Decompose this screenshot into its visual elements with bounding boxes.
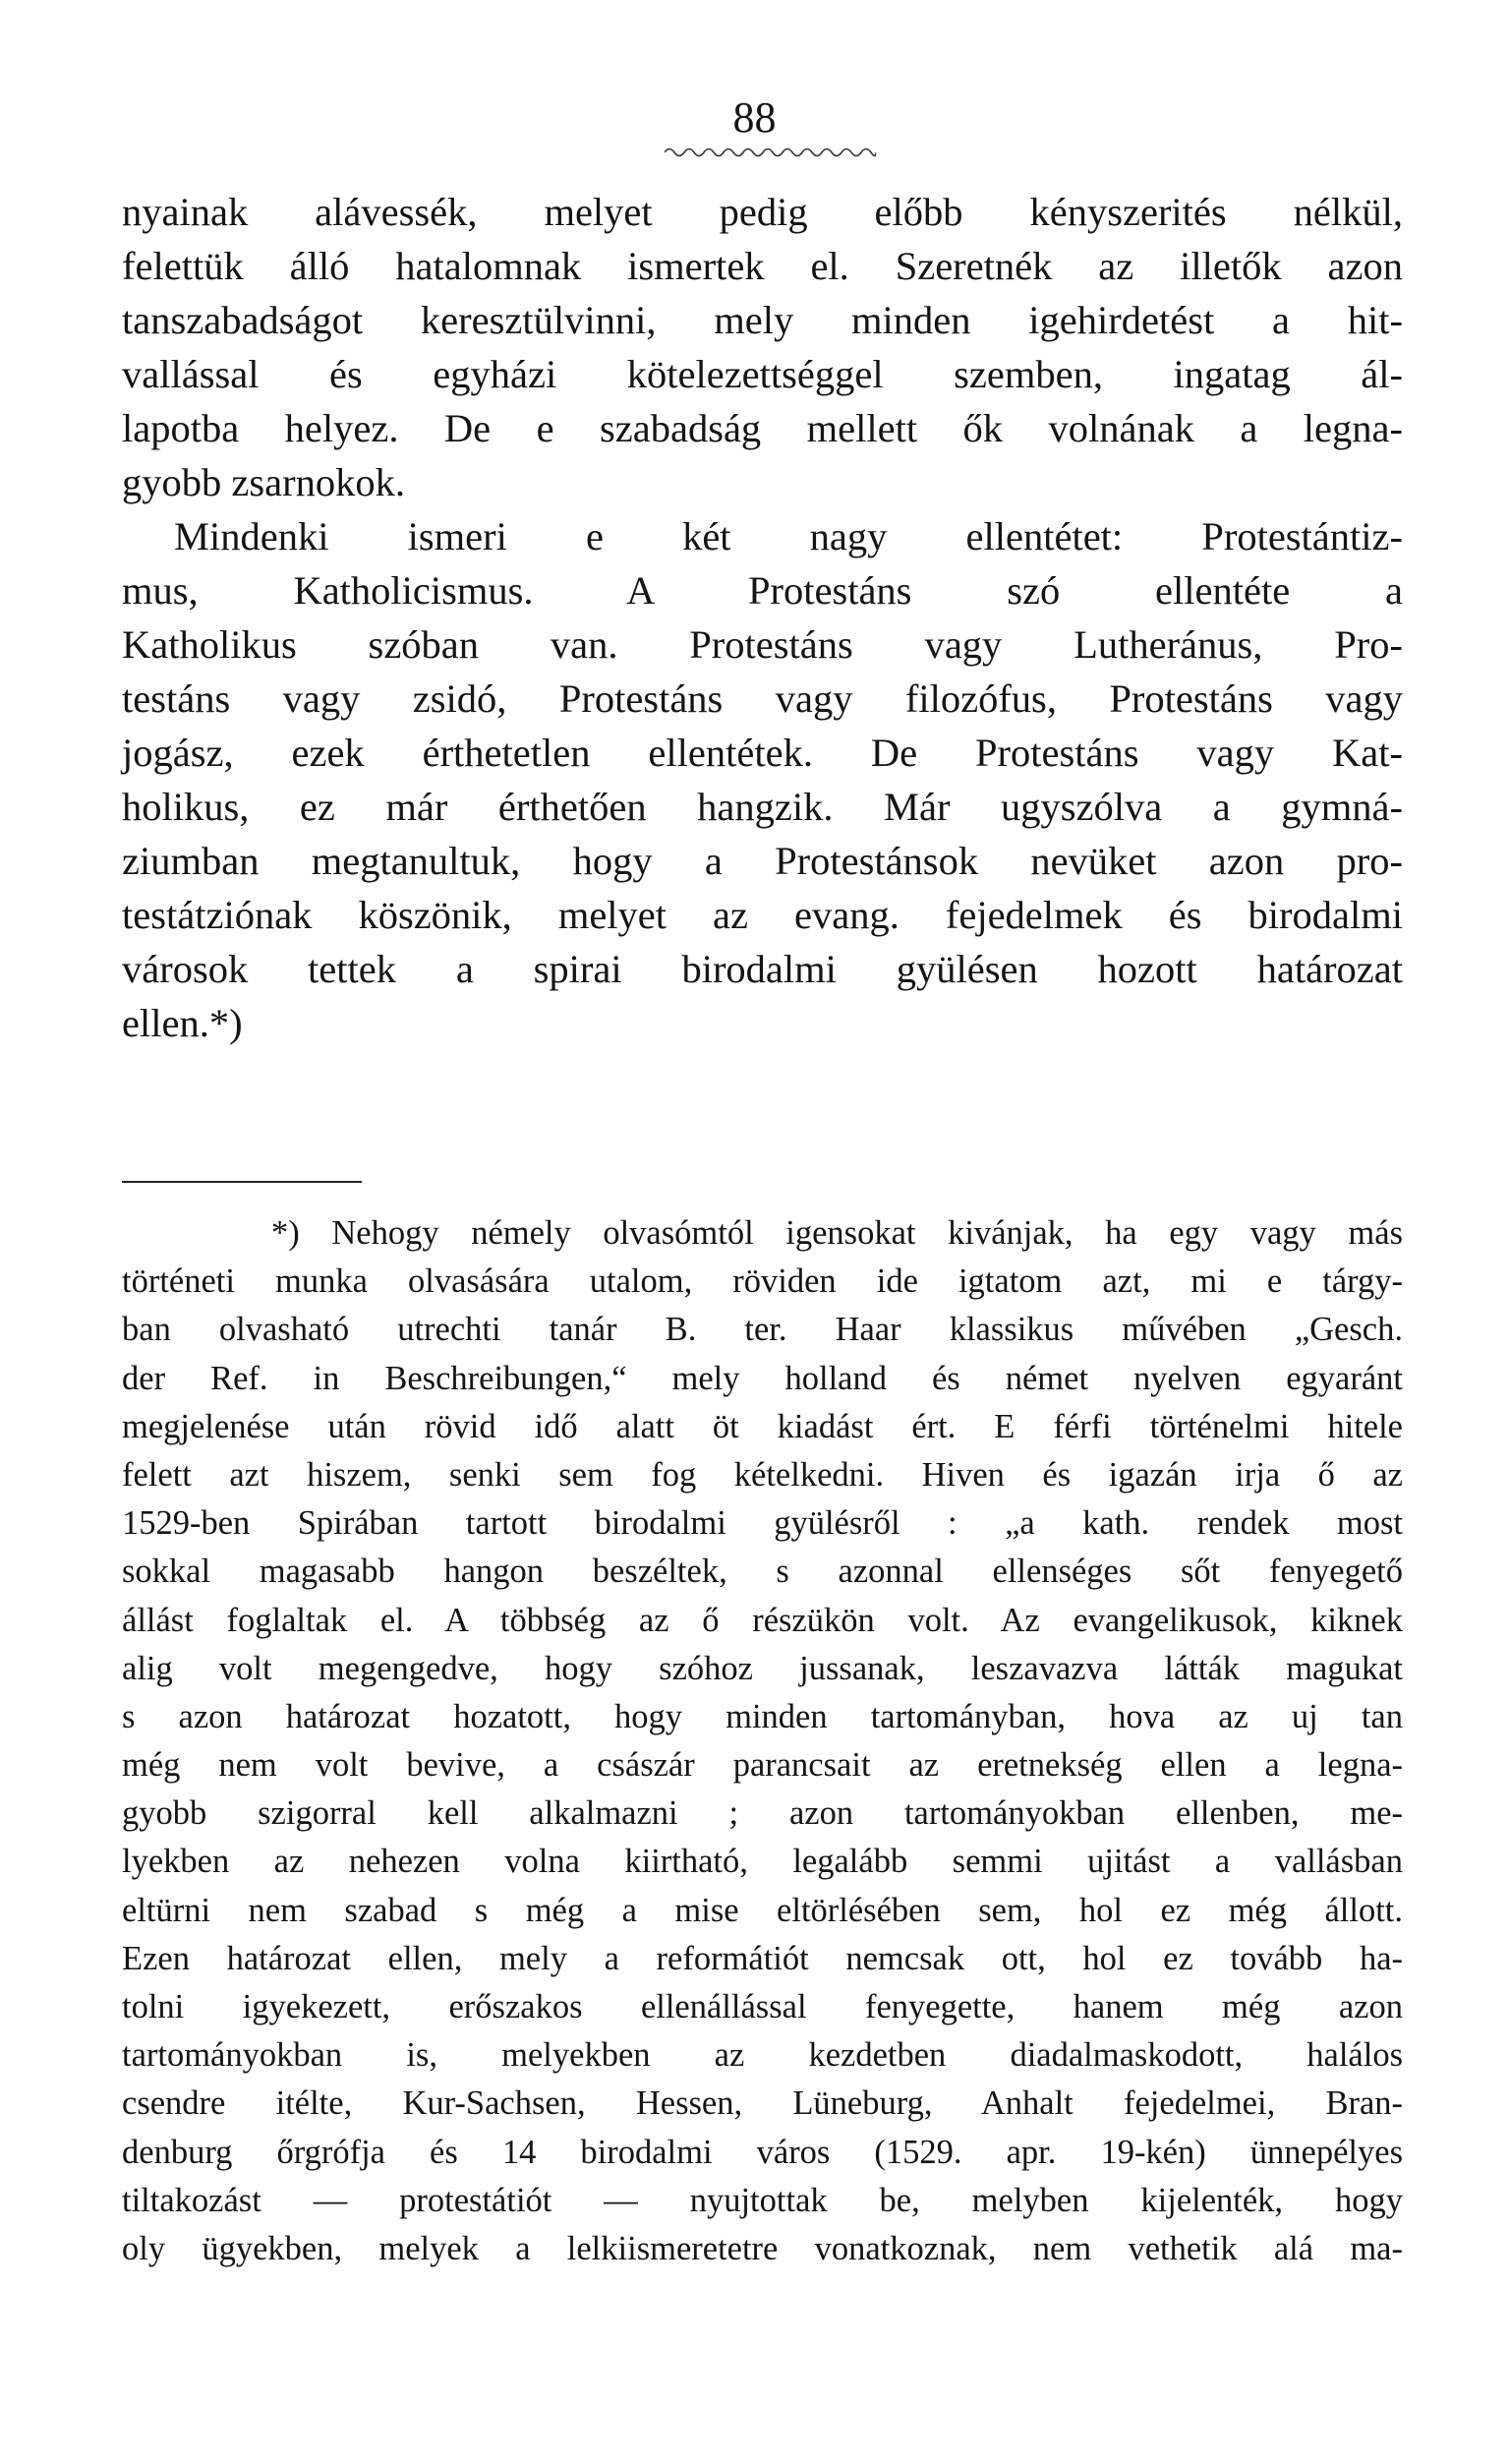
footnote-line: oly ügyekben, melyek a lelkiismeretetre vonatkoznak, nem vethetik alá ma- [122,2229,1403,2267]
text-line: holikus, ez már érthetően hangzik. Már ugyszólva a gymná- [122,785,1403,829]
text-line: ellen.*) [122,1001,243,1045]
footnote-line: Ezen határozat ellen, mely a reformátiót nemcsak ott, hol ez tovább ha- [122,1939,1403,1977]
text-line: felettük álló hatalomnak ismertek el. Szeretnék az illetők azon [122,244,1403,288]
text-line: ziumban megtanultuk, hogy a Protestánsok nevüket azon pro- [122,839,1403,883]
text-line: jogász, ezek érthetetlen ellentétek. De Protestáns vagy Kat- [122,731,1403,775]
footnote-line: ban olvasható utrechti tanár B. ter. Haar klassikus művében „Gesch. [122,1311,1403,1349]
footnote-line: állást foglaltak el. A többség az ő részükön volt. Az evangelikusok, kiknek [122,1601,1403,1639]
text-line: lapotba helyez. De e szabadság mellett ők volnának a legna- [122,406,1403,450]
text-line: nyainak alávessék, melyet pedig előbb kényszerités nélkül, [122,190,1403,234]
footnote-line: tartományokban is, melyekben az kezdetben diadalmaskodott, halálos [122,2036,1403,2075]
footnote-divider [122,1181,362,1183]
footnote-line: megjelenése után rövid idő alatt öt kiadást ért. E férfi történelmi hitele [122,1407,1403,1445]
footnote-line: s azon határozat hozatott, hogy minden tartományban, hova az uj tan [122,1697,1403,1735]
footnote-line: csendre itélte, Kur-Sachsen, Hessen, Lüneburg, Anhalt fejedelmei, Bran- [122,2084,1403,2123]
text-line: Katholikus szóban van. Protestáns vagy Lutheránus, Pro- [122,622,1403,667]
footnote-line: lyekben az nehezen volna kiirtható, legalább semmi ujitást a vallásban [122,1843,1403,1881]
wavy-ornament-icon [665,146,876,159]
footnote-line: gyobb szigorral kell alkalmazni ; azon tartományokban ellenben, me- [122,1794,1403,1833]
text-line: testátziónak köszönik, melyet az evang. fejedelmek és birodalmi [122,893,1403,937]
footnote-line: 1529-ben Spirában tartott birodalmi gyülésről : „a kath. rendek most [122,1504,1403,1543]
footnote-line: tiltakozást — protestátiót — nyujtottak be, melyben kijelenték, hogy [122,2181,1403,2219]
footnote-line: sokkal magasabb hangon beszéltek, s azonnal ellenséges sőt fenyegető [122,1553,1403,1591]
footnote-line: történeti munka olvasására utalom, röviden ide igtatom azt, mi e tárgy- [122,1262,1403,1301]
footnote-line: der Ref. in Beschreibungen,“ mely holland és német nyelven egyaránt [122,1359,1403,1397]
text-line: testáns vagy zsidó, Protestáns vagy filozófus, Protestáns vagy [122,676,1403,721]
footnote-line: alig volt megengedve, hogy szóhoz jussanak, leszavazva látták magukat [122,1649,1403,1687]
text-line: városok tettek a spirai birodalmi gyülésen hozott határozat [122,947,1403,991]
footnote-line: *) Nehogy némely olvasómtól igensokat kivánjak, ha egy vagy más [271,1214,1403,1252]
page-header [0,90,1509,169]
footnote [122,1209,1403,2273]
page-number: 88 [732,93,777,142]
text-line: vallással és egyházi kötelezettséggel szemben, ingatag ál- [122,352,1403,396]
footnote-line: denburg őrgrófja és 14 birodalmi város (1529. apr. 19-kén) ünnepélyes [122,2133,1403,2171]
text-line: gyobb zsarnokok. [122,460,405,504]
text-line: tanszabadságot keresztülvinni, mely minden igehirdetést a hit- [122,298,1403,342]
footnote-line: tolni igyekezett, erőszakos ellenállással fenyegette, hanem még azon [122,1988,1403,2025]
text-line: mus, Katholicismus. A Protestáns szó ellentéte a [122,568,1403,613]
footnote-line: még nem volt bevive, a császár parancsait az eretnekség ellen a legna- [122,1746,1403,1785]
main-text [122,185,1403,1050]
text-line: Mindenki ismeri e két nagy ellentétet: Protestántiz- [174,514,1403,558]
footnote-line: felett azt hiszem, senki sem fog kételkedni. Hiven és igazán irja ő az [122,1455,1403,1494]
footnote-line: eltürni nem szabad s még a mise eltörlésében sem, hol ez még állott. [122,1891,1403,1929]
